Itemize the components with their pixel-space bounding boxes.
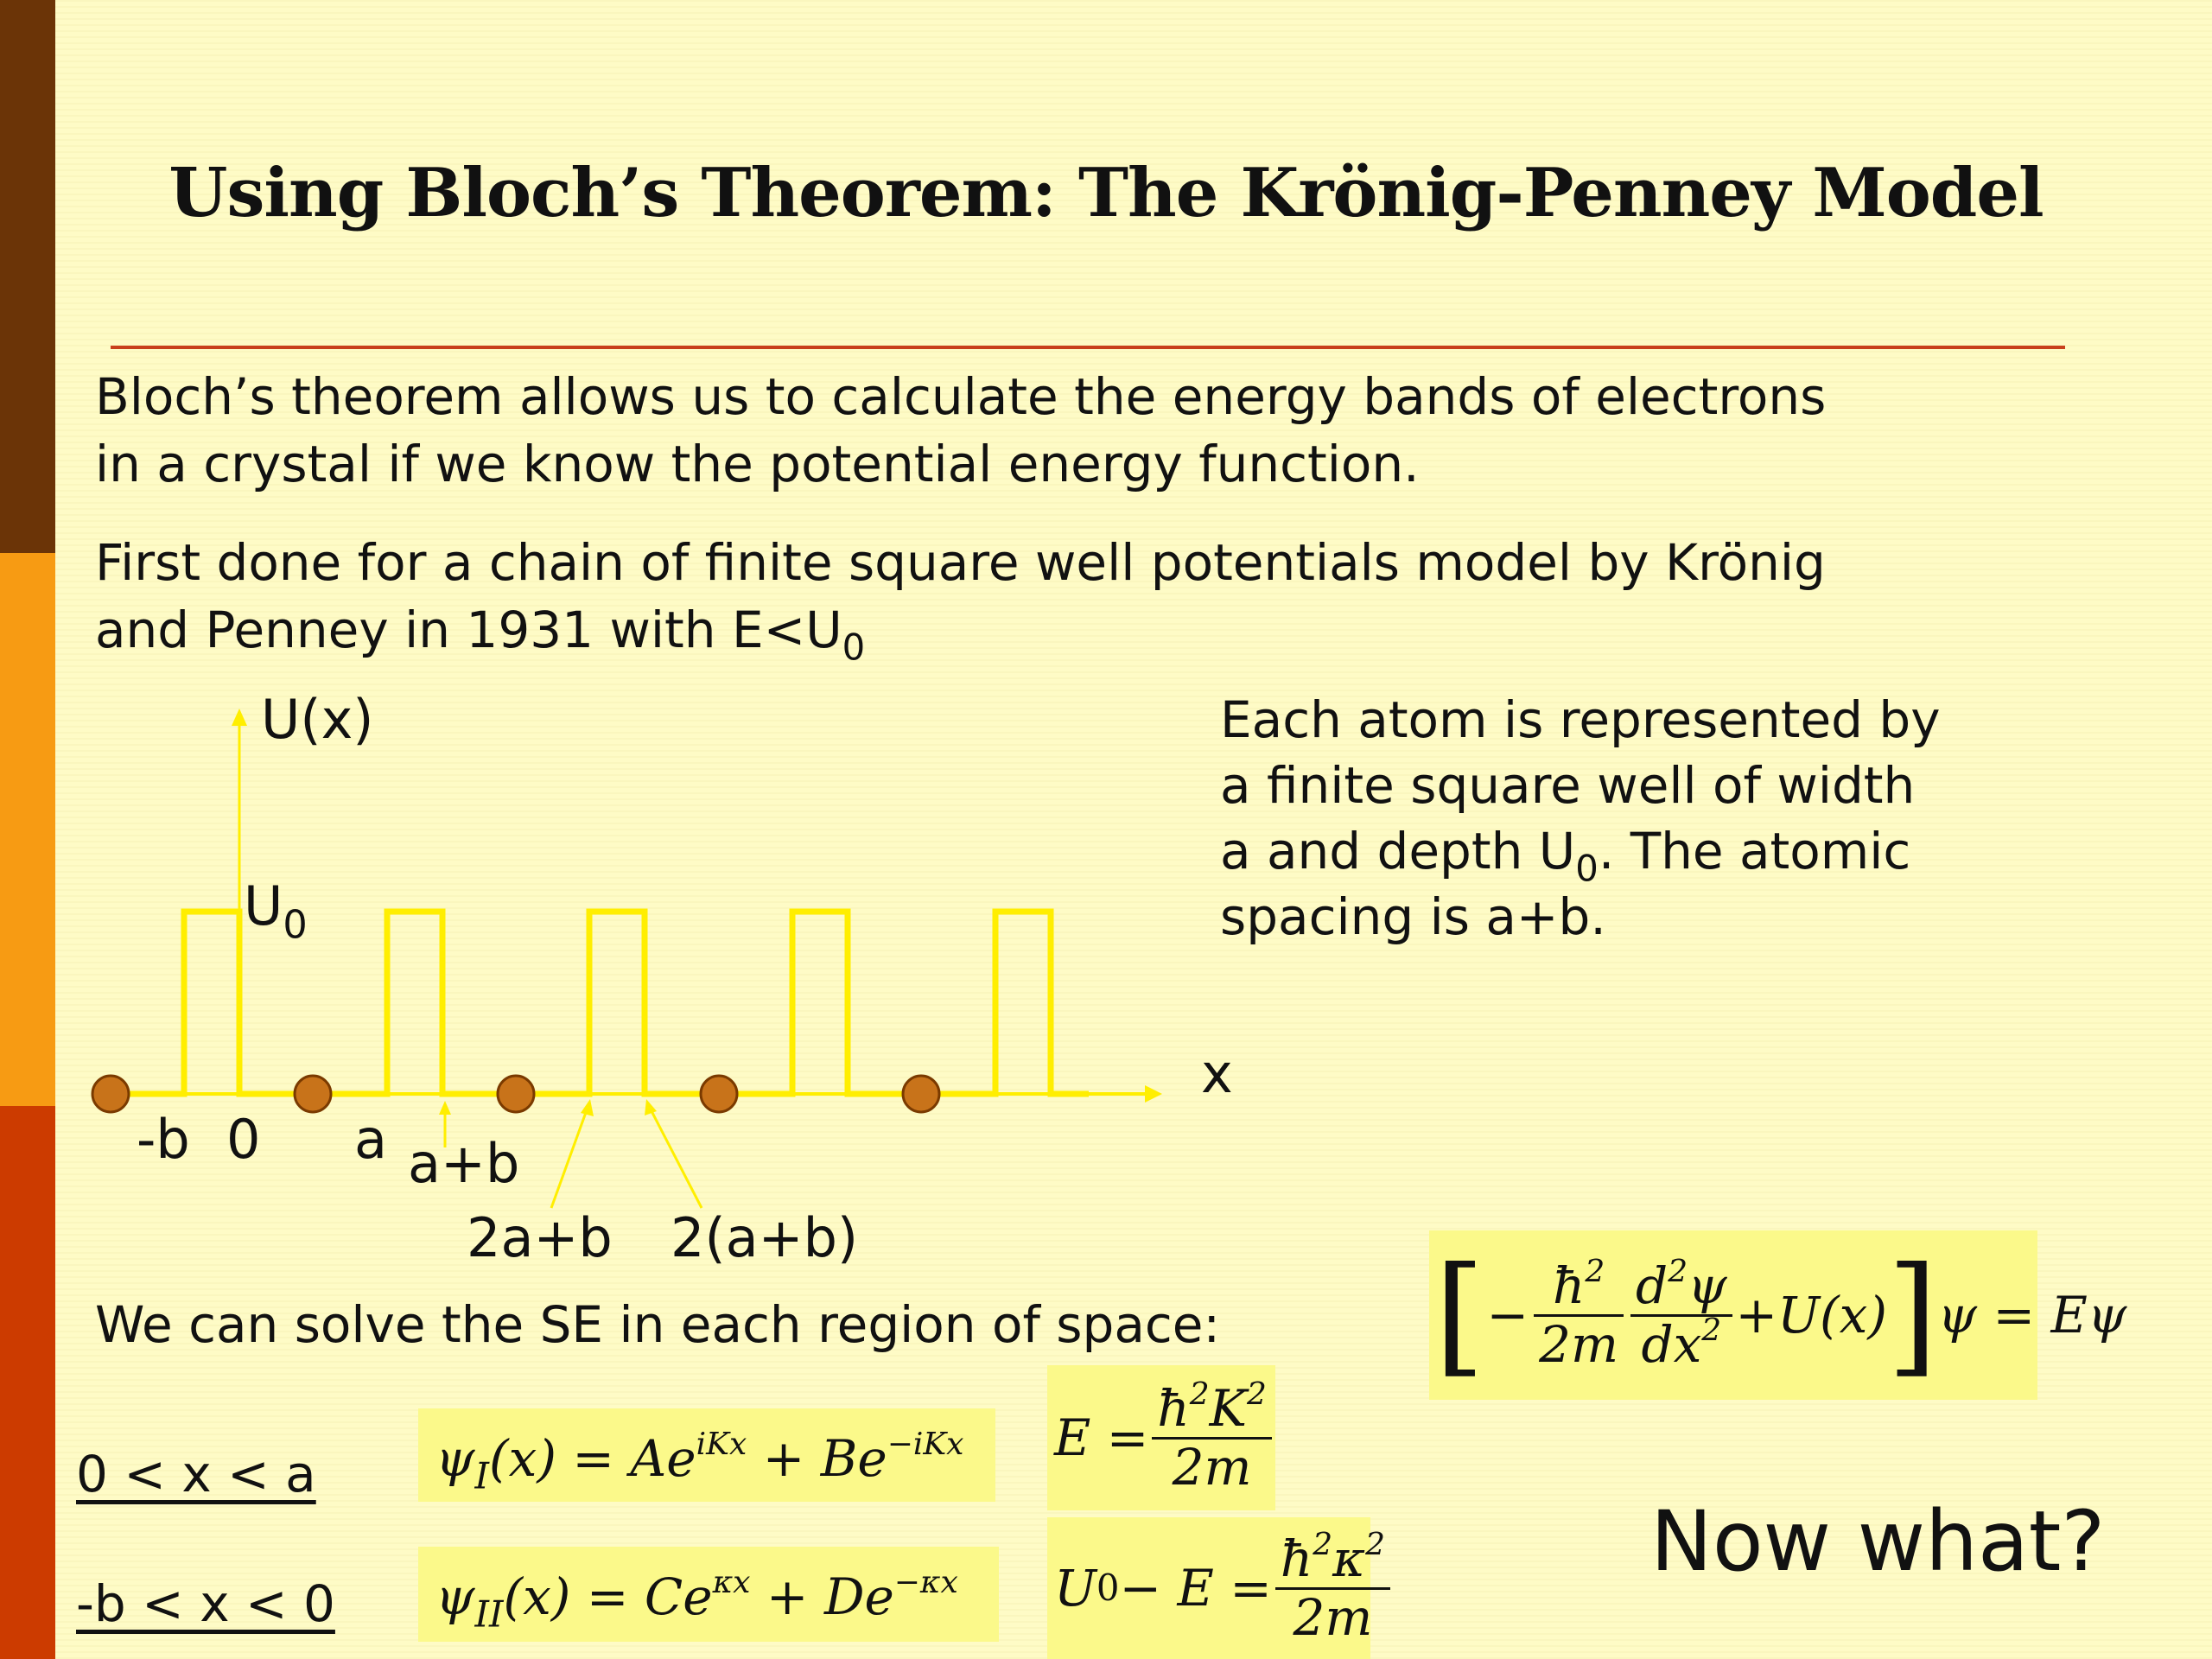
schrodinger-equation-box bbox=[1429, 1230, 2127, 1400]
pointer-2a-plus-2b bbox=[650, 1108, 702, 1208]
tick-label-minus-b: -b bbox=[137, 1108, 190, 1171]
x-axis-arrowhead bbox=[1145, 1085, 1162, 1103]
slide-title: Using Bloch’s Theorem: The Krönig-Penney Model bbox=[168, 154, 2044, 232]
now-what-prompt: Now what? bbox=[1650, 1493, 2106, 1590]
second-derivative: $\frac{d^2\psi}{dx^2}$ bbox=[1630, 1258, 1732, 1373]
intro-line-1: Bloch’s theorem allows us to calculate the energy bands of electrons bbox=[95, 367, 1827, 426]
region-2-wavefunction-box bbox=[418, 1547, 999, 1642]
region-2-energy: U 0 − E = $\frac{ħ^2\kappa^2}{2m}$ bbox=[1054, 1522, 1394, 1654]
pointer-2a-plus-2b-head bbox=[645, 1099, 657, 1116]
history-line-1: First done for a chain of finite square well potentials model by Krönig bbox=[95, 533, 1826, 592]
tick-label-2a-plus-2b: 2(a+b) bbox=[671, 1206, 859, 1269]
schrodinger-equation: [ − $\frac{ħ^2}{2m}$ $\frac{d^2\psi}{dx^2}$ +U(x) ] ψ = Eψ bbox=[1434, 1240, 2127, 1390]
atom-description-line-3: a and depth $U_0$. The atomic bbox=[1220, 822, 1911, 890]
region-1-energy-box bbox=[1047, 1365, 1275, 1510]
barrier-height-label: $U_0$ bbox=[244, 874, 308, 948]
tick-label-zero: 0 bbox=[226, 1108, 261, 1171]
left-bracket: [ bbox=[1434, 1240, 1485, 1390]
tick-label-2a-plus-b: 2a+b bbox=[467, 1206, 613, 1269]
y-axis-label: U(x) bbox=[261, 688, 374, 751]
region-1-energy: E = $\frac{ħ^2K^2}{2m}$ bbox=[1054, 1372, 1275, 1503]
atom-description-line-1: Each atom is represented by bbox=[1220, 690, 1941, 749]
region-1-label: 0 < x < a bbox=[76, 1445, 316, 1503]
atom-description-line-2: a finite square well of width bbox=[1220, 756, 1916, 815]
region-2-label: -b < x < 0 bbox=[76, 1574, 335, 1633]
hbar-over-2m: $\frac{ħ^2}{2m}$ bbox=[1534, 1258, 1624, 1373]
x-axis-label: x bbox=[1201, 1042, 1233, 1105]
region-2-wavefunction: $\psi_{II}(x) = Ce^{\kappa x} + De^{-\kappa x}$ bbox=[435, 1564, 958, 1636]
region-2-energy-box bbox=[1047, 1517, 1386, 1659]
atom-marker bbox=[903, 1076, 939, 1112]
intro-line-2: in a crystal if we know the potential energy function. bbox=[95, 435, 1420, 493]
history-line-2: and Penney in 1931 with $E<U_0$ bbox=[95, 601, 866, 669]
pointer-2a-plus-b bbox=[551, 1108, 588, 1208]
atom-marker bbox=[498, 1076, 534, 1112]
pointer-a-plus-b-head bbox=[439, 1101, 451, 1115]
atom-description-line-4: spacing is a+b. bbox=[1220, 887, 1606, 946]
tick-label-a-plus-b: a+b bbox=[408, 1132, 520, 1195]
region-1-wavefunction-box bbox=[418, 1408, 995, 1502]
pointer-2a-plus-b-head bbox=[581, 1099, 594, 1116]
tick-label-a: a bbox=[354, 1108, 387, 1171]
y-axis-arrowhead bbox=[232, 709, 247, 726]
solve-statement: We can solve the SE in each region of space: bbox=[95, 1295, 1220, 1354]
right-bracket: ] bbox=[1887, 1240, 1938, 1390]
region-1-wavefunction: $\psi_I(x) = Ae^{iKx} + Be^{-iKx}$ bbox=[435, 1426, 964, 1497]
potential-curve bbox=[130, 912, 1089, 1094]
atom-marker bbox=[92, 1076, 129, 1112]
atom-marker bbox=[701, 1076, 737, 1112]
atom-marker bbox=[295, 1076, 331, 1112]
atom-description bbox=[1220, 687, 1941, 950]
